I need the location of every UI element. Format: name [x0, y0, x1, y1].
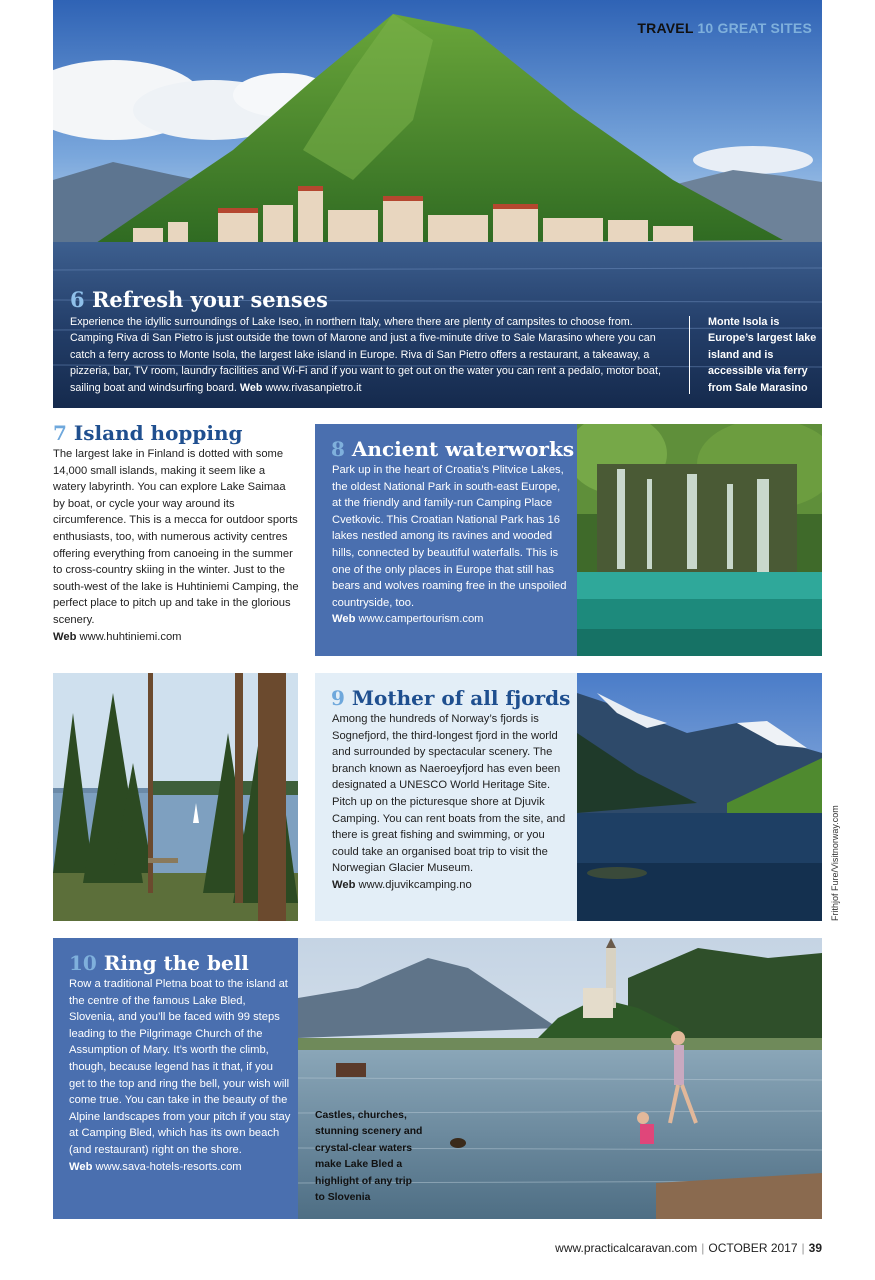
body-6-text: Experience the idyllic surroundings of Lake Iseo, in northern Italy, where there are plenty of campsites to choose from. Camping Riva di San Pietro is just outside the town of Marone and just a five-minute drive to Sale Marasino where you can catch a ferry across to Monte Isola, the largest lake island in Europe. Riva di San Pietro offers a restaurant, a takeaway, a pizzeria, bar, TV room, laundry facilities and Wi-Fi and if you want to get out on the water you can rent a pedalo, motor boat, sailing boat and windsurfing board.	[70, 316, 661, 394]
heading-10	[69, 951, 249, 975]
heading-8-title: Ancient waterworks	[351, 437, 575, 461]
body-7-text: The largest lake in Finland is dotted with some 14,000 small islands, making it seem like a watery labyrinth. You can explore Lake Saimaa by boat, or cycle your way around its circumference. This is a mecca for outdoor sports enthusiasts, too, with numerous activity centres offering everything from canoeing in the summer to cross-country skiing in the winter. Just to the south-west of the lake is Huhtiniemi Camping, the perfect place to pitch up and take in the glorious scenery.	[53, 448, 299, 626]
hero-photo-monte-isola	[53, 0, 822, 408]
web-10-link[interactable]: www.sava-hotels-resorts.com	[95, 1160, 242, 1173]
heading-6-title: Refresh your senses	[91, 287, 328, 312]
heading-10-title: Ring the bell	[103, 951, 249, 975]
sognefjord-illustration	[577, 673, 822, 921]
web-10-label: Web	[69, 1160, 93, 1173]
heading-8	[331, 437, 574, 461]
body-9	[332, 711, 572, 894]
section-kicker	[637, 20, 812, 36]
heading-8-number: 8	[331, 437, 345, 461]
caption-10: Castles, churches, stunning scenery and crystal-clear waters make Lake Bled a highlight of any trip to Slovenia	[315, 1110, 423, 1204]
web-9-label: Web	[332, 878, 356, 891]
body-8	[332, 462, 572, 628]
body-10	[69, 976, 291, 1175]
heading-6-number: 6	[70, 287, 85, 312]
web-7-label: Web	[53, 630, 77, 643]
heading-10-number: 10	[69, 951, 97, 975]
photo-plitvice-waterfalls	[577, 424, 822, 656]
body-9-text: Among the hundreds of Norway’s fjords is Sognefjord, the third-longest fjord in the world and surrounded by spectacular scenery. The branch known as Naeroeyfjord has even been designated a UNESCO World Heritage Site. Pitch up on the picturesque shore at Djuvik Camping. You can rent boats from the site, and there is great fishing and swimming, or you could take an organised boat trip to visit the Norwegian Glacier Museum.	[332, 713, 566, 875]
caption-divider	[689, 316, 690, 394]
web-9-link[interactable]: www.djuvikcamping.no	[358, 878, 472, 891]
heading-9-number: 9	[331, 686, 345, 710]
kicker-series: 10 GREAT SITES	[697, 20, 812, 36]
page-number: 39	[808, 1241, 822, 1255]
web-6-label: Web	[239, 381, 263, 394]
heading-9	[331, 686, 570, 710]
web-7-link[interactable]: www.huhtiniemi.com	[79, 630, 182, 643]
kicker-section: TRAVEL	[637, 20, 694, 36]
body-7	[53, 446, 299, 645]
web-8-link[interactable]: www.campertourism.com	[358, 613, 484, 626]
photo-sognefjord	[577, 673, 822, 921]
page-footer: www.practicalcaravan.com | OCTOBER 2017 | 39	[555, 1241, 822, 1255]
web-8-label: Web	[332, 613, 356, 626]
footer-site[interactable]: www.practicalcaravan.com	[555, 1241, 698, 1255]
photo-credit: Frithjof Fure/Visitnorway.com	[830, 805, 840, 921]
body-8-text: Park up in the heart of Croatia’s Plitvice Lakes, the oldest National Park in south-east Europe, at the friendly and family-run Camping Place Cvetkovic. This Croatian National Park has 16 lakes nestled among its ravines and wooded hills, connected by beautiful waterfalls. This is one of the only places in Europe that still has bears and wolves roaming free in the unspoiled countryside, too.	[332, 464, 567, 609]
heading-6	[70, 287, 328, 312]
heading-7	[53, 421, 243, 445]
photo-lake-saimaa	[53, 673, 298, 921]
caption-6: Monte Isola is Europe’s largest lake island and is accessible via ferry from Sale Marasino	[708, 316, 817, 394]
heading-7-number: 7	[53, 421, 67, 445]
heading-9-title: Mother of all fjords	[351, 686, 571, 710]
heading-7-title: Island hopping	[73, 421, 243, 445]
saimaa-illustration	[53, 673, 298, 921]
body-6	[70, 314, 670, 396]
footer-issue: OCTOBER 2017	[708, 1241, 798, 1255]
body-10-text: Row a traditional Pletna boat to the island at the centre of the famous Lake Bled, Slovenia, and you’ll be faced with 99 steps leading to the Pilgrimage Church of the Assumption of Mary. It’s worth the climb, though, because legend has it that, if you get to the top and ring the bell, your wish will come true. You can take in the beauty of the Alpine landscapes from your pitch if you stay at Camping Bled, which has its own beach (and restaurant) right on the shore.	[69, 978, 291, 1156]
web-6-link[interactable]: www.rivasanpietro.it	[265, 381, 362, 394]
plitvice-illustration	[577, 424, 822, 656]
